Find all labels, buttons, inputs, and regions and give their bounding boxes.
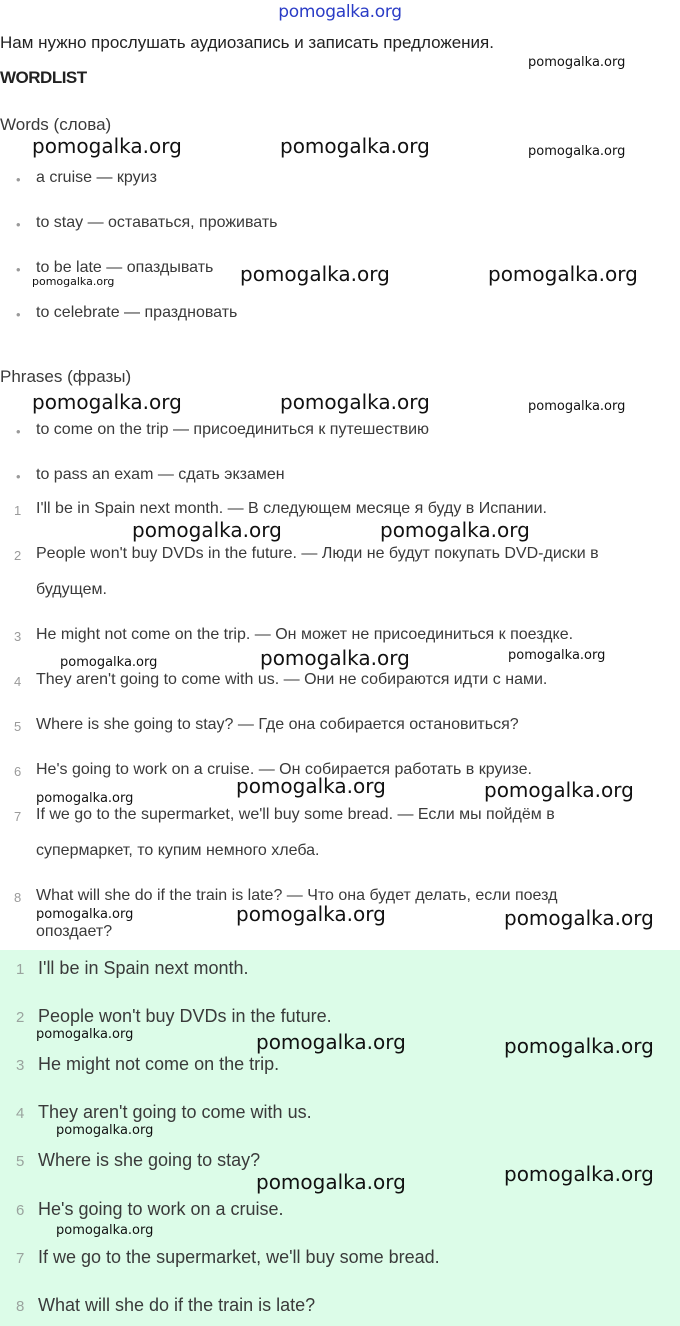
watermark-text: pomogalka.org <box>280 390 430 414</box>
bullet-dot: • <box>16 307 21 322</box>
sentence-translation-cont: опоздает? <box>36 923 113 940</box>
sentence-translation: What will she do if the train is late? — Что она будет делать, если поезд <box>36 887 558 904</box>
watermark-text: pomogalka.org <box>528 55 626 70</box>
answer-number: 7 <box>16 1250 25 1267</box>
sentence-number: 6 <box>14 764 22 779</box>
answer-number: 1 <box>16 961 25 978</box>
watermark-text: pomogalka.org <box>504 1162 654 1186</box>
bullet-dot: • <box>16 469 21 484</box>
answer-sentence: What will she do if the train is late? <box>38 1295 316 1315</box>
answer-number: 2 <box>16 1009 25 1026</box>
watermark-text: pomogalka.org <box>240 262 390 286</box>
sentence-translation-cont: супермаркет, то купим немного хлеба. <box>36 842 320 859</box>
phrases-heading: Phrases (фразы) <box>0 367 132 386</box>
watermark-text: pomogalka.org <box>504 906 654 930</box>
site-link[interactable]: pomogalka.org <box>278 2 402 22</box>
watermark-text: pomogalka.org <box>488 262 638 286</box>
watermark-text: pomogalka.org <box>56 1123 154 1138</box>
answer-sentence: They aren't going to come with us. <box>38 1102 312 1122</box>
sentence-number: 3 <box>14 629 22 644</box>
sentence-number: 8 <box>14 890 22 905</box>
sentence-translation: People won't buy DVDs in the future. — Люди не будут покупать DVD-диски в <box>36 545 599 562</box>
watermark-text: pomogalka.org <box>32 275 115 288</box>
sentence-translation: He's going to work on a cruise. — Он собирается работать в круизе. <box>36 761 532 778</box>
watermark-text: pomogalka.org <box>236 902 386 926</box>
watermark-text: pomogalka.org <box>504 1034 654 1058</box>
word-item: to stay — оставаться, проживать <box>36 214 278 231</box>
word-item: a cruise — круиз <box>36 169 157 186</box>
sentence-translation: They aren't going to come with us. — Они не собираются идти с нами. <box>36 671 548 688</box>
watermark-text: pomogalka.org <box>508 648 606 663</box>
watermark-text: pomogalka.org <box>32 134 182 158</box>
watermark-text: pomogalka.org <box>528 144 626 159</box>
watermark-text: pomogalka.org <box>56 1223 154 1238</box>
watermark-text: pomogalka.org <box>132 518 282 542</box>
answer-number: 5 <box>16 1153 25 1170</box>
watermark-text: pomogalka.org <box>32 390 182 414</box>
bullet-dot: • <box>16 217 21 232</box>
watermark-text: pomogalka.org <box>280 134 430 158</box>
answer-sentence: Where is she going to stay? <box>38 1150 261 1170</box>
phrase-item: to come on the trip — присоединиться к путешествию <box>36 421 430 438</box>
answer-sentence: People won't buy DVDs in the future. <box>38 1006 332 1026</box>
watermark-text: pomogalka.org <box>36 791 134 806</box>
watermark-text: pomogalka.org <box>36 907 134 922</box>
intro-text: Нам нужно прослушать аудиозапись и записать предложения. <box>0 33 494 52</box>
sentence-translation: If we go to the supermarket, we'll buy some bread. — Если мы пойдём в <box>36 806 555 823</box>
answer-sentence: If we go to the supermarket, we'll buy some bread. <box>38 1247 440 1267</box>
sentence-number: 4 <box>14 674 22 689</box>
word-item: to celebrate — праздновать <box>36 304 238 321</box>
phrase-item: to pass an exam — сдать экзамен <box>36 466 285 483</box>
watermark-text: pomogalka.org <box>484 778 634 802</box>
sentence-translation: He might not come on the trip. — Он может не присоединиться к поездке. <box>36 626 574 643</box>
sentence-translation-cont: будущем. <box>36 581 107 598</box>
word-item: to be late — опаздывать <box>36 259 214 276</box>
watermark-text: pomogalka.org <box>256 1030 406 1054</box>
watermark-text: pomogalka.org <box>236 774 386 798</box>
watermark-text: pomogalka.org <box>36 1027 134 1042</box>
answer-number: 8 <box>16 1298 25 1315</box>
watermark-text: pomogalka.org <box>260 646 410 670</box>
answer-sentence: I'll be in Spain next month. <box>38 958 249 978</box>
answer-sentence: He's going to work on a cruise. <box>38 1199 284 1219</box>
bullet-dot: • <box>16 172 21 187</box>
answer-number: 3 <box>16 1057 25 1074</box>
bullet-dot: • <box>16 424 21 439</box>
answer-number: 6 <box>16 1202 25 1219</box>
sentence-number: 7 <box>14 809 22 824</box>
sentence-translation: I'll be in Spain next month. — В следующем месяце я буду в Испании. <box>36 500 547 517</box>
watermark-text: pomogalka.org <box>256 1170 406 1194</box>
wordlist-title: WORDLIST <box>0 68 87 87</box>
watermark-text: pomogalka.org <box>60 655 158 670</box>
answer-number: 4 <box>16 1105 25 1122</box>
watermark-text: pomogalka.org <box>380 518 530 542</box>
sentence-number: 5 <box>14 719 22 734</box>
sentence-number: 2 <box>14 548 22 563</box>
answer-sentence: He might not come on the trip. <box>38 1054 280 1074</box>
words-heading: Words (слова) <box>0 115 112 134</box>
watermark-text: pomogalka.org <box>528 399 626 414</box>
sentence-translation: Where is she going to stay? — Где она собирается остановиться? <box>36 716 519 733</box>
sentence-number: 1 <box>14 503 22 518</box>
bullet-dot: • <box>16 262 21 277</box>
